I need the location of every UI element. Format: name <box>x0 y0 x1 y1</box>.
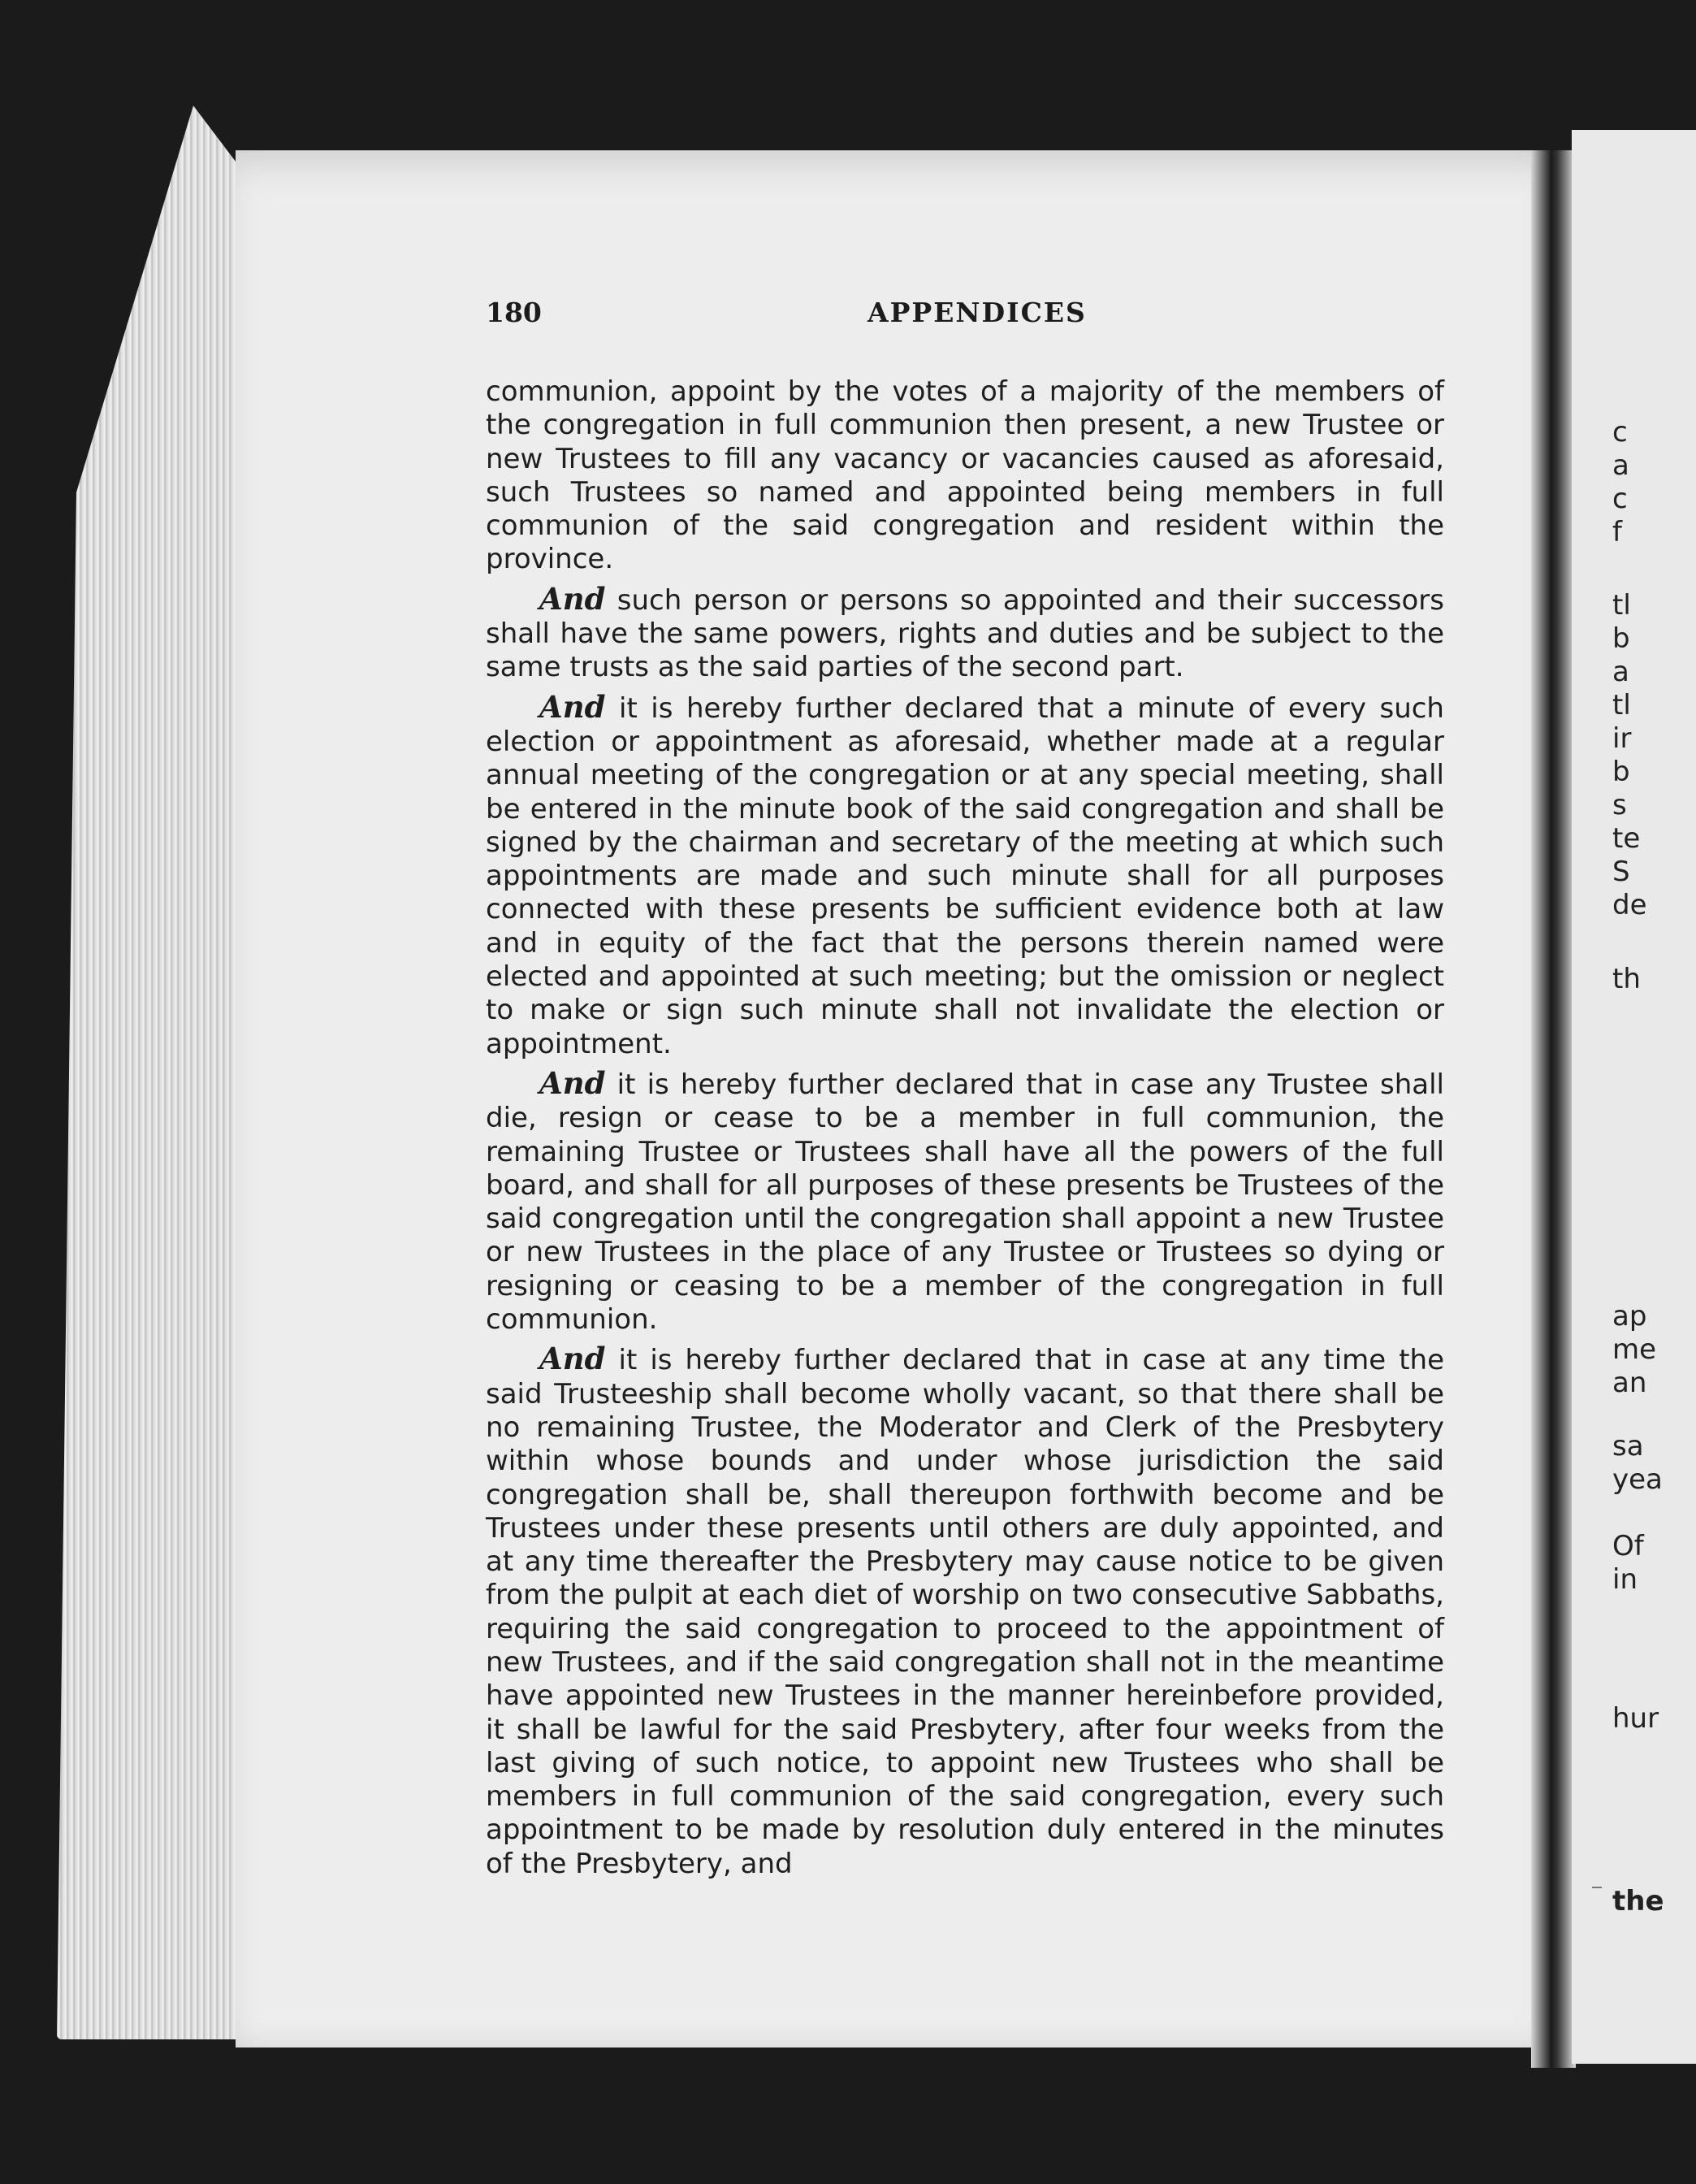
paragraph-text: it is hereby further declared that a minute of every such election or appointment as aforesaid, whether made at a regular annual meeting of the congregation or at any special meeting, shall be entered in the minute book of the said congregation and shall be signed by the chairman and secretary of the meeting at which such appointments are made and such minute shall for all purposes connected with these presents be sufficient evidence both at law and in equity of the fact that the persons therein named were elected and appointed at such meeting; but the omission or neglect to make or sign such minute shall not invalidate the election or appointment. <box>486 691 1444 1060</box>
paragraph-lead: And <box>539 580 606 617</box>
paragraph <box>486 375 1444 577</box>
paragraph <box>486 1342 1444 1881</box>
paragraph-text: such person or persons so appointed and their successors shall have the same powers, rights and duties and be subject to the same trusts as the said parties of the second part. <box>486 583 1444 684</box>
page-number: 180 <box>486 297 542 328</box>
paragraph-lead: And <box>539 1341 606 1377</box>
fragment: a <box>1612 449 1629 482</box>
fragment: Of <box>1612 1530 1644 1562</box>
paragraph-text: it is hereby further declared that in case at any time the said Trusteeship shall become wholly vacant, so that there shall be no remaining Trustee, the Moderator and Clerk of the Presbytery within whose bounds and under whose jurisdiction the said congregation shall be, shall thereupon forthwith become and be Trustees under these presents until others are duly appointed, and at any time thereafter the Presbytery may cause notice to be given from the pulpit at each diet of worship on two consecutive Sabbaths, requiring the said congregation to proceed to the appointment of new Trustees, and if the said congregation shall not in the meantime have appointed new Trustees in the manner hereinbefore provided, it shall be lawful for the said Presbytery, after four weeks from the last giving of such notice, to appoint new Trustees who shall be members in full communion of the said congregation, every such appointment to be made by resolution duly entered in the minutes of the Presbytery, and <box>486 1344 1444 1880</box>
paragraph-text: communion, appoint by the votes of a majority of the members of the congregation in full communion then present, a new Trustee or new Trustees to fill any vacancy or vacancies caused as aforesaid, such Trustees so named and appointed being members in full communion of the said congregation and resident within the province. <box>486 375 1444 576</box>
book-gutter <box>1531 150 1576 2068</box>
fragment: tl <box>1612 689 1631 722</box>
fragment: S <box>1612 856 1630 888</box>
fragment: s <box>1612 789 1627 821</box>
fragment: an <box>1612 1367 1647 1399</box>
running-head <box>486 297 1444 337</box>
fragment: b <box>1612 756 1630 788</box>
fragment: ap <box>1612 1300 1647 1332</box>
page-title: APPENDICES <box>867 297 1087 328</box>
fragment: f <box>1612 516 1622 548</box>
paragraph-text: it is hereby further declared that in case any Trustee shall die, resign or cease to be a member in full communion, the remaining Trustee or Trustees shall have all the powers of the full board, and shall for all purposes of these presents be Trustees of the said congregation until the congregation shall appoint a new Trustee or new Trustees in the place of any Trustee or Trustees so dying or resigning or ceasing to be a member of the congregation in full communion. <box>486 1068 1444 1337</box>
paragraph <box>486 688 1444 1061</box>
fragment: ir <box>1612 722 1632 755</box>
paragraph <box>486 1064 1444 1337</box>
fragment: te <box>1612 822 1641 855</box>
fragment: de <box>1612 889 1647 921</box>
paragraph-lead: And <box>539 1064 606 1101</box>
fragment: a <box>1612 656 1629 688</box>
fragment: in <box>1612 1563 1638 1596</box>
paragraph-lead: And <box>539 688 606 725</box>
body-text <box>486 375 1444 1887</box>
margin-mark <box>1592 1887 1602 1888</box>
fragment: hur <box>1612 1702 1659 1735</box>
fragment: c <box>1612 416 1628 448</box>
facing-page <box>1572 130 1696 2064</box>
fragment: the <box>1612 1885 1664 1918</box>
fragment: yea <box>1612 1463 1663 1496</box>
page-edges <box>57 106 252 2039</box>
fragment: c <box>1612 483 1628 515</box>
fragment: tl <box>1612 589 1631 622</box>
fragment: sa <box>1612 1430 1644 1462</box>
fragment: th <box>1612 963 1641 995</box>
fragment: b <box>1612 622 1630 655</box>
fragment: me <box>1612 1333 1657 1366</box>
paragraph <box>486 580 1444 685</box>
